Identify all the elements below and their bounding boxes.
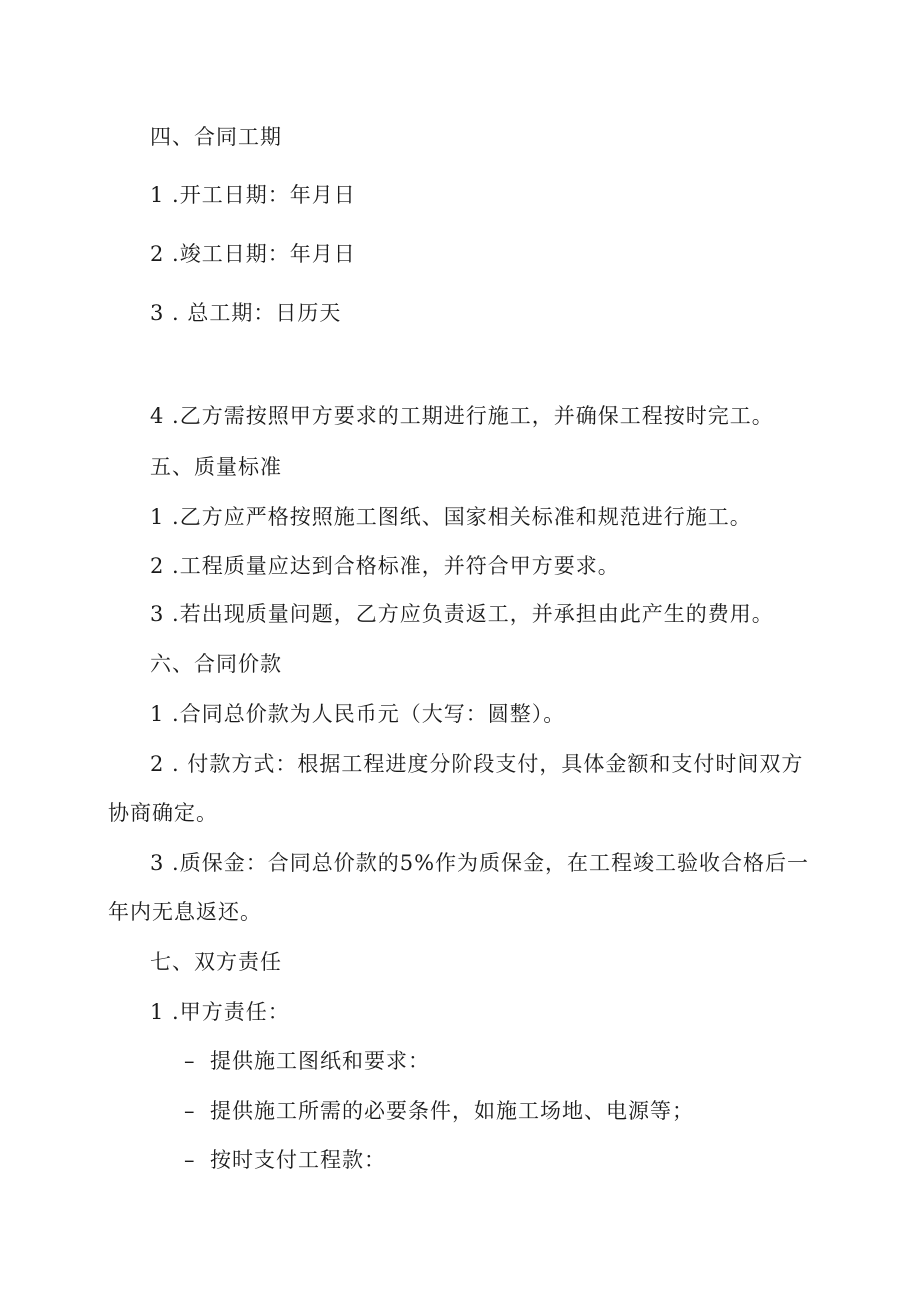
bullet-item <box>184 1146 386 1174</box>
bullet-text: 提供施工图纸和要求： <box>210 1049 430 1073</box>
bullet-text: 提供施工所需的必要条件，如施工场地、电源等； <box>210 1099 694 1123</box>
section-heading: 五、质量标准 <box>150 455 282 479</box>
paragraph: 3 . 总工期：日历天 <box>150 301 342 325</box>
paragraph: 1 .开工日期：年月日 <box>150 183 356 207</box>
paragraph: 4 .乙方需按照甲方要求的工期进行施工，并确保工程按时完工。 <box>150 404 774 428</box>
bullet-item <box>184 1097 694 1125</box>
paragraph: 2 . 付款方式：根据工程进度分阶段支付，具体金额和支付时间双方 <box>150 752 804 776</box>
dash-bullet-icon: – <box>184 1049 196 1073</box>
paragraph: 2 .竣工日期：年月日 <box>150 242 356 266</box>
section-heading: 六、合同价款 <box>150 652 282 676</box>
paragraph: 2 .工程质量应达到合格标准，并符合甲方要求。 <box>150 554 620 578</box>
bullet-item <box>184 1047 430 1075</box>
paragraph: 1 .合同总价款为人民币元（大写：圆整）。 <box>150 702 566 726</box>
paragraph: 3 .质保金：合同总价款的5%作为质保金，在工程竣工验收合格后一 <box>150 851 810 875</box>
dash-bullet-icon: – <box>184 1148 196 1172</box>
section-heading: 七、双方责任 <box>150 950 282 974</box>
section-heading: 四、合同工期 <box>150 125 282 149</box>
dash-bullet-icon: – <box>184 1099 196 1123</box>
paragraph: 1 .乙方应严格按照施工图纸、国家相关标准和规范进行施工。 <box>150 505 752 529</box>
paragraph-continuation: 年内无息返还。 <box>108 900 262 924</box>
paragraph: 1 .甲方责任： <box>150 1000 290 1024</box>
paragraph-continuation: 协商确定。 <box>108 801 218 825</box>
paragraph: 3 .若出现质量问题，乙方应负责返工，并承担由此产生的费用。 <box>150 602 774 626</box>
bullet-text: 按时支付工程款： <box>210 1148 386 1172</box>
